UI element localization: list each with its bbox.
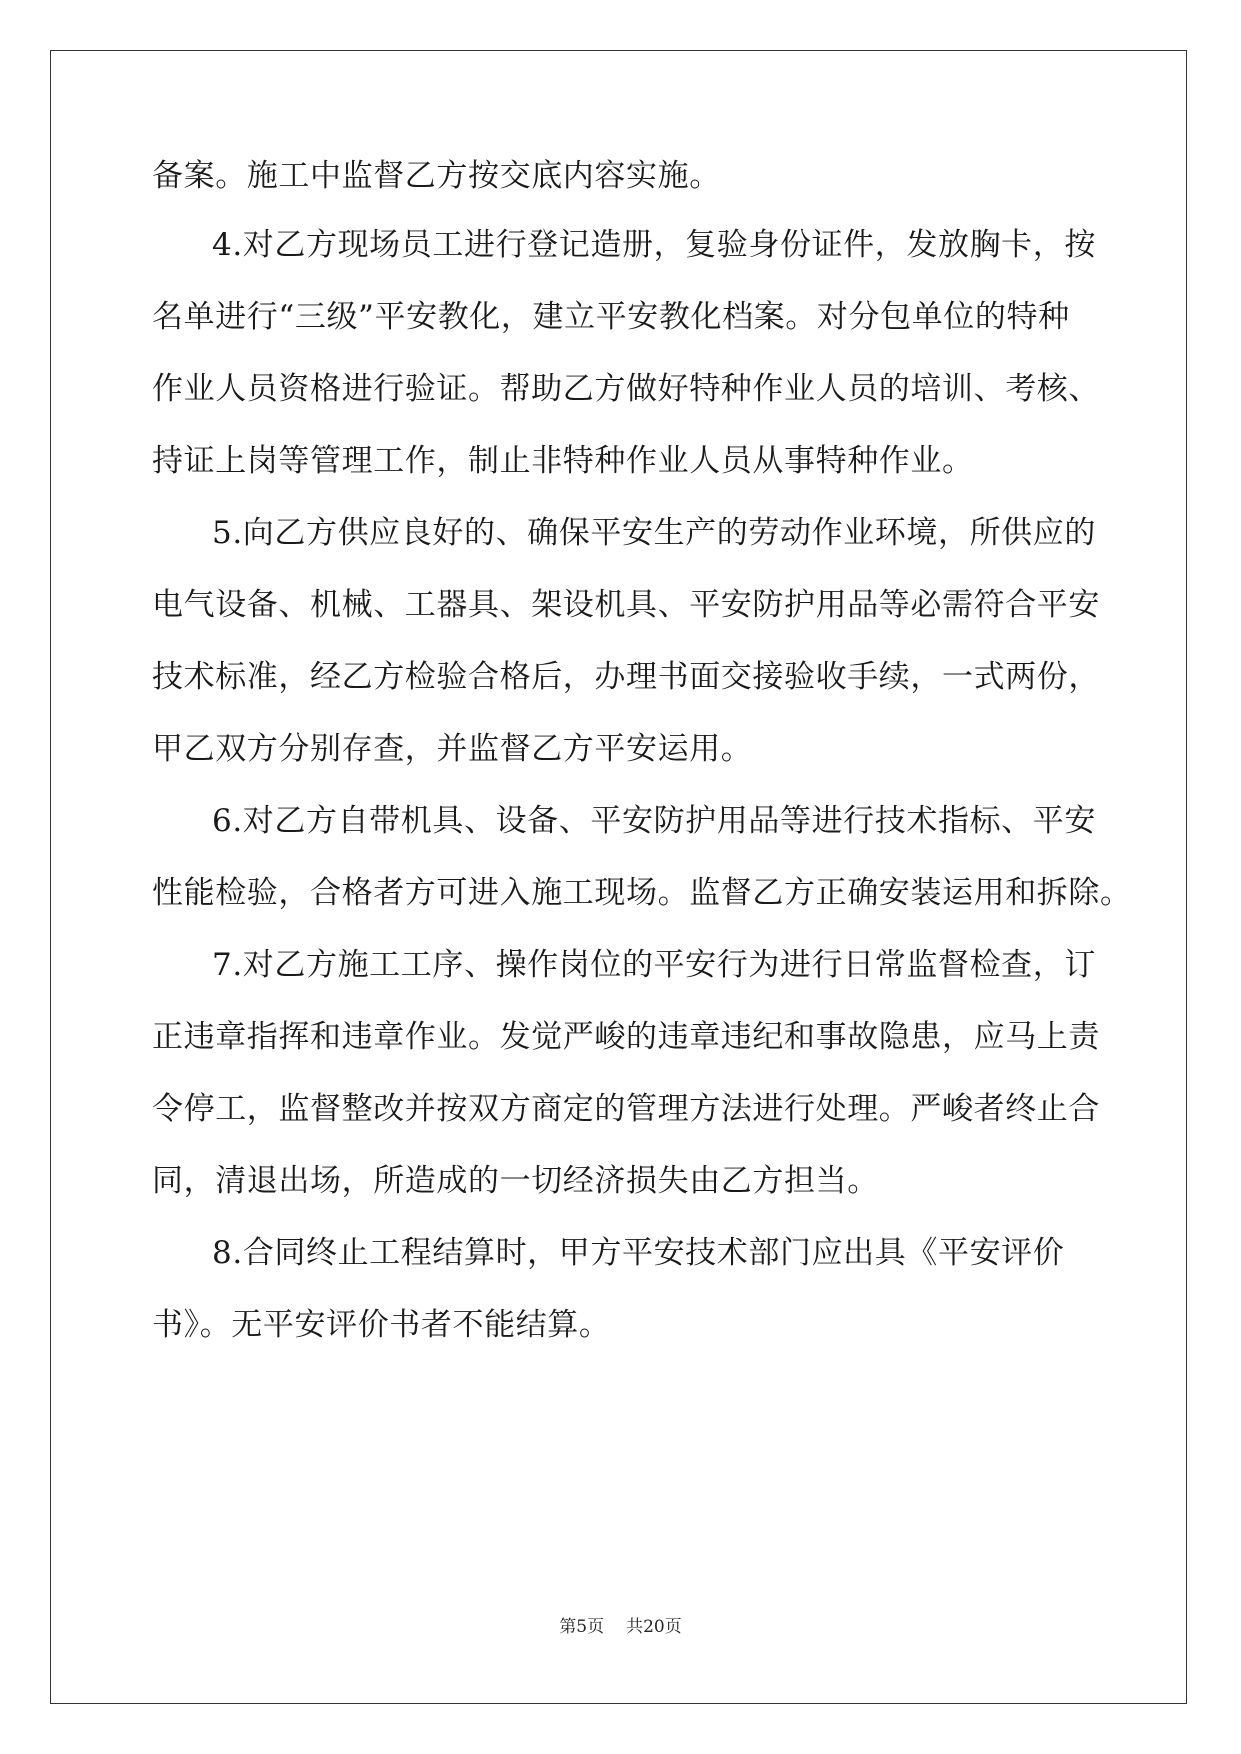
text-line: 7.对乙方施工工序、操作岗位的平安行为进行日常监督检查，订 [212,947,1096,983]
text-line: 令停工，监督整改并按双方商定的管理方法进行处理。严峻者终止合 [152,1091,1100,1127]
text-line: 甲乙双方分别存查，并监督乙方平安运用。 [152,731,753,767]
text-line: 技术标准，经乙方检验合格后，办理书面交接验收手续，一式两份， [152,659,1100,695]
text-line: 8.合同终止工程结算时，甲方平安技术部门应出具《平安评价 [212,1235,1065,1271]
text-line: 名单进行“三级”平安教化，建立平安教化档案。对分包单位的特种 [152,299,1070,335]
page-footer [0,1612,1241,1637]
text-line: 5.向乙方供应良好的、确保平安生产的劳动作业环境，所供应的 [212,515,1096,551]
text-line: 6.对乙方自带机具、设备、平安防护用品等进行技术指标、平安 [212,803,1096,839]
text-line: 书》。无平安评价书者不能结算。 [152,1307,611,1343]
page-number: 第5页 [559,1617,605,1637]
text-line: 正违章指挥和违章作业。发觉严峻的违章违纪和事故隐患，应马上责 [152,1019,1100,1055]
text-line: 电气设备、机械、工器具、架设机具、平安防护用品等必需符合平安 [152,587,1100,623]
text-line: 作业人员资格进行验证。帮助乙方做好特种作业人员的培训、考核、 [152,371,1100,407]
text-line: 4.对乙方现场员工进行登记造册，复验身份证件，发放胸卡，按 [212,227,1096,263]
page-total: 共20页 [626,1617,682,1637]
text-line: 持证上岗等管理工作，制止非特种作业人员从事特种作业。 [152,443,974,479]
text-line: 备案。施工中监督乙方按交底内容实施。 [152,158,721,194]
text-line: 性能检验，合格者方可进入施工现场。监督乙方正确安装运用和拆除。 [152,875,1132,911]
text-line: 同，清退出场，所造成的一切经济损失由乙方担当。 [152,1163,879,1199]
